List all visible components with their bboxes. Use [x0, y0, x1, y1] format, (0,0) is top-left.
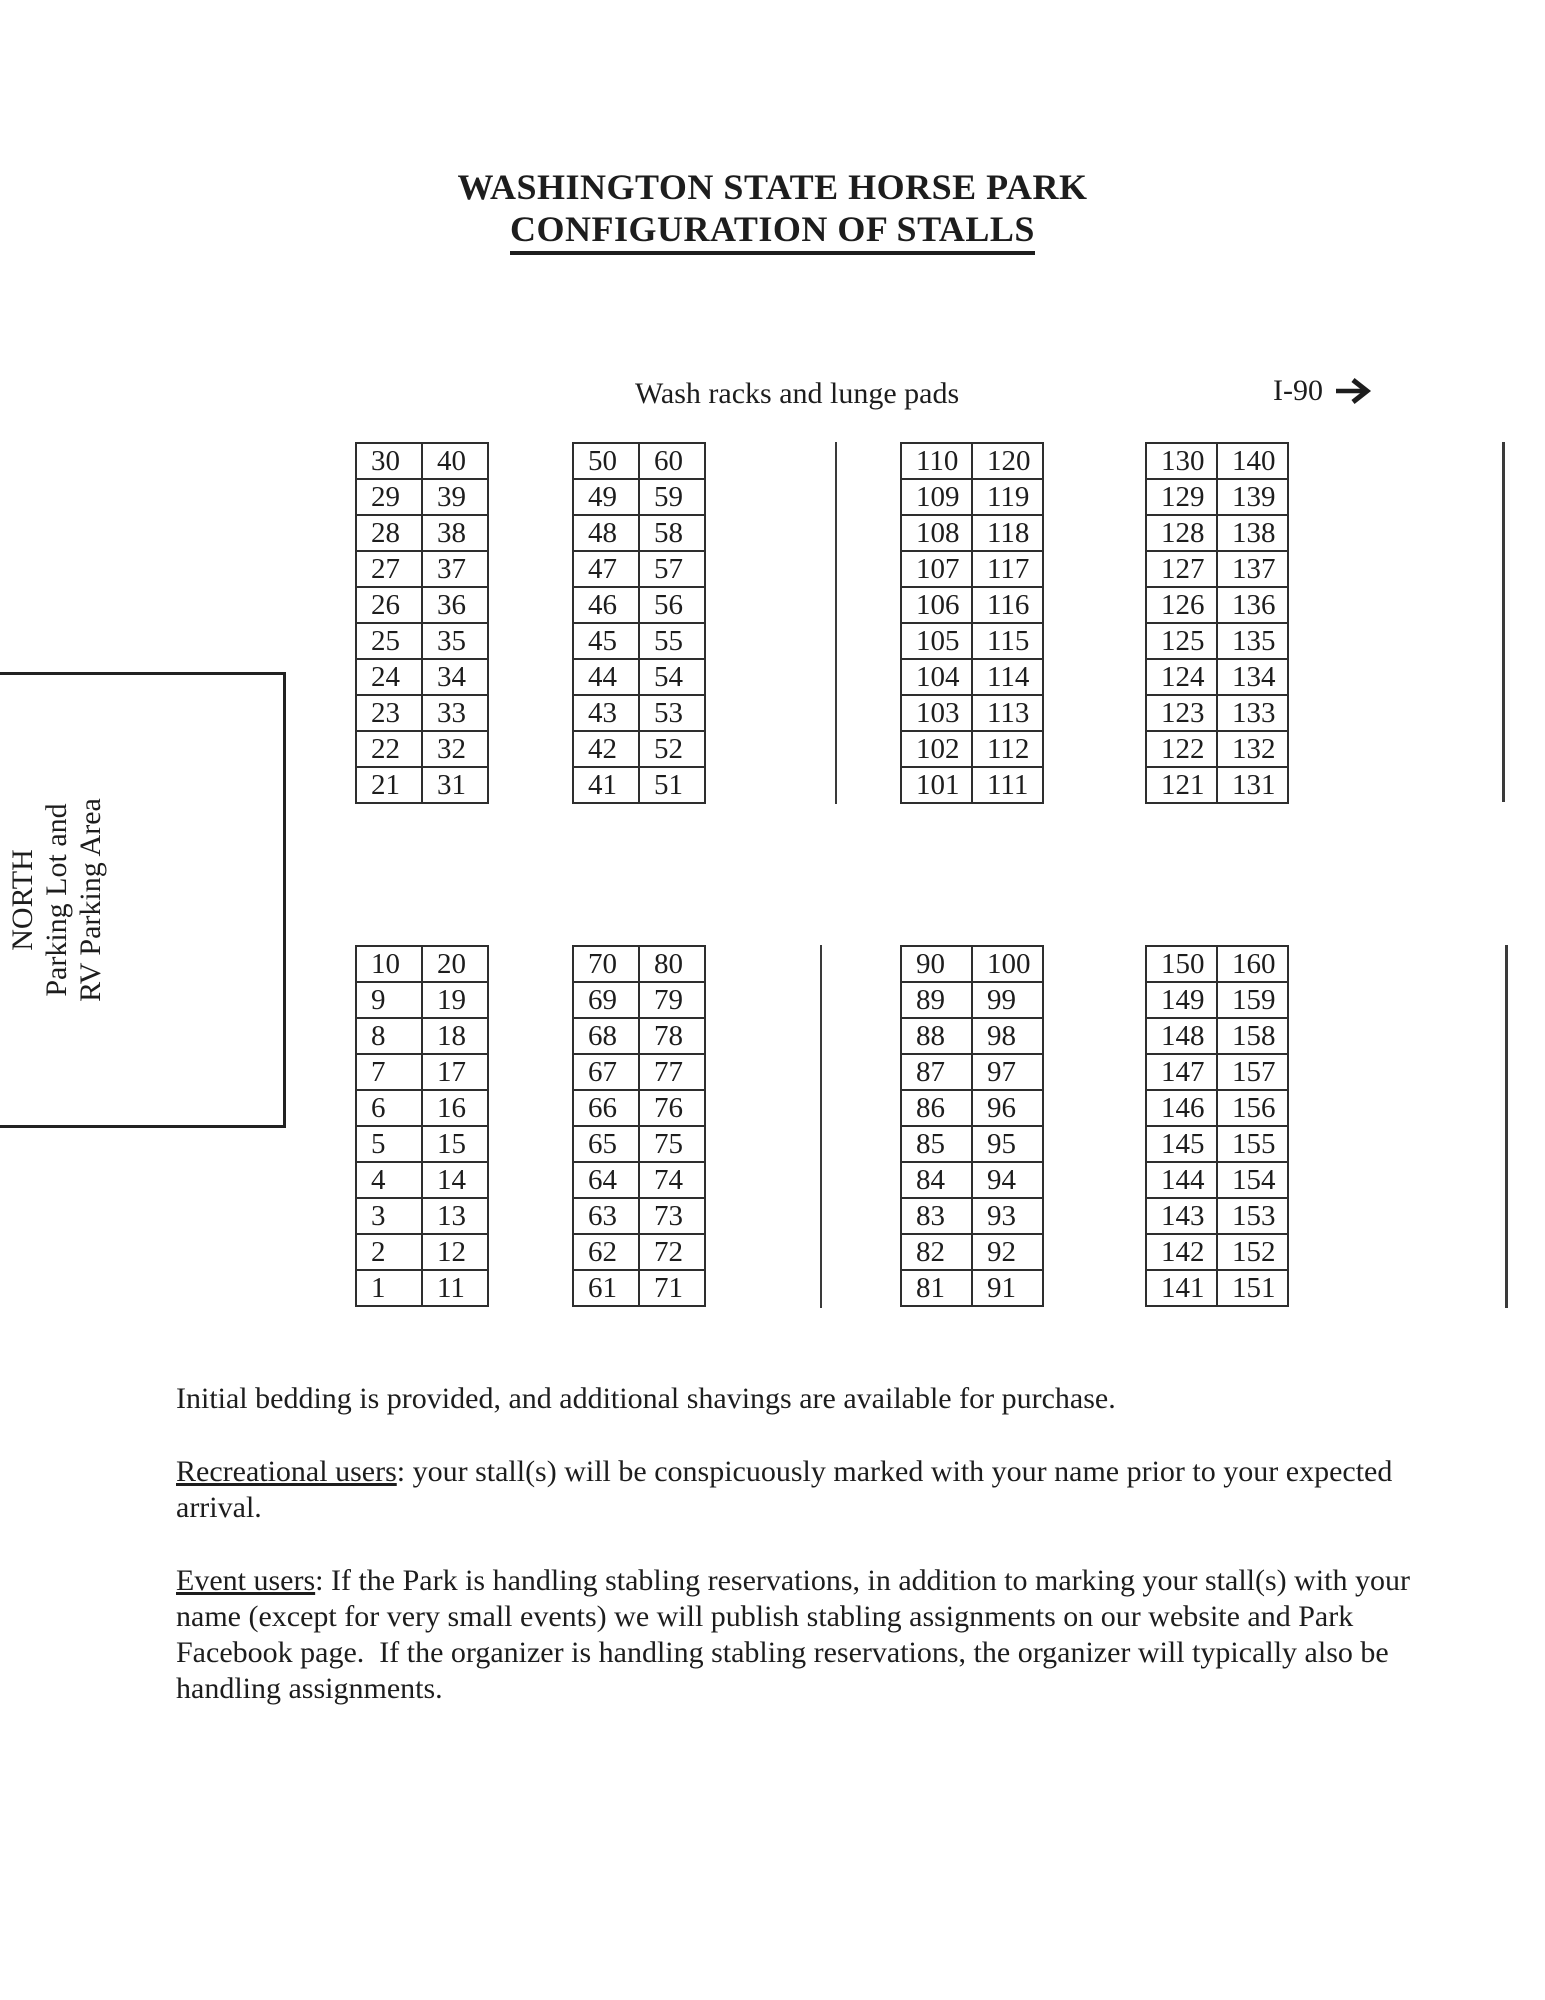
stall-cell: 33 [422, 695, 488, 731]
stall-cell: 159 [1217, 982, 1288, 1018]
stall-cell: 18 [422, 1018, 488, 1054]
recreational-users-text: : your stall(s) will be conspicuously marked with your name prior to your expected arrival. [176, 1455, 1400, 1524]
stall-table-21-40 [355, 442, 489, 804]
stall-row [901, 515, 1043, 551]
stall-cell: 95 [972, 1126, 1043, 1162]
title-line-2 [0, 208, 1545, 255]
stall-table-101-120 [900, 442, 1044, 804]
stall-row [1146, 623, 1288, 659]
stall-row [356, 731, 488, 767]
stall-cell: 30 [356, 443, 422, 479]
stall-cell: 41 [573, 767, 639, 803]
stall-cell: 67 [573, 1054, 639, 1090]
stall-cell: 138 [1217, 515, 1288, 551]
stall-cell: 66 [573, 1090, 639, 1126]
stall-cell: 78 [639, 1018, 705, 1054]
stall-cell: 98 [972, 1018, 1043, 1054]
stall-cell: 113 [972, 695, 1043, 731]
stall-row [901, 982, 1043, 1018]
stall-row [573, 982, 705, 1018]
event-users-lead: Event users [176, 1564, 316, 1597]
stall-cell: 58 [639, 515, 705, 551]
stall-cell: 53 [639, 695, 705, 731]
stall-row [573, 1162, 705, 1198]
stall-cell: 80 [639, 946, 705, 982]
stall-cell: 94 [972, 1162, 1043, 1198]
stall-cell: 14 [422, 1162, 488, 1198]
aisle-divider-top-center [835, 442, 837, 804]
notes-section [176, 1381, 1418, 1707]
stall-cell: 2 [356, 1234, 422, 1270]
stall-row [356, 1090, 488, 1126]
stall-cell: 21 [356, 767, 422, 803]
stall-cell: 144 [1146, 1162, 1217, 1198]
stall-cell: 147 [1146, 1054, 1217, 1090]
stall-cell: 145 [1146, 1126, 1217, 1162]
stall-cell: 65 [573, 1126, 639, 1162]
stall-cell: 73 [639, 1198, 705, 1234]
stall-cell: 27 [356, 551, 422, 587]
stall-cell: 148 [1146, 1018, 1217, 1054]
stall-cell: 97 [972, 1054, 1043, 1090]
stall-row [573, 623, 705, 659]
stall-row [1146, 982, 1288, 1018]
stall-table-141-160 [1145, 945, 1289, 1307]
stall-cell: 83 [901, 1198, 972, 1234]
stall-cell: 45 [573, 623, 639, 659]
stall-row [901, 623, 1043, 659]
stall-row [901, 587, 1043, 623]
stall-row [356, 1162, 488, 1198]
stall-row [356, 695, 488, 731]
stall-cell: 119 [972, 479, 1043, 515]
stall-cell: 82 [901, 1234, 972, 1270]
stall-row [356, 982, 488, 1018]
stall-cell: 60 [639, 443, 705, 479]
stall-table-61-80 [572, 945, 706, 1307]
stall-cell: 99 [972, 982, 1043, 1018]
note-initial-bedding: Initial bedding is provided, and additional shavings are available for purchase. [176, 1382, 1116, 1415]
stall-row [356, 623, 488, 659]
stall-cell: 29 [356, 479, 422, 515]
stall-cell: 160 [1217, 946, 1288, 982]
stall-row [1146, 1018, 1288, 1054]
stall-cell: 79 [639, 982, 705, 1018]
i90-direction [1273, 374, 1379, 408]
stall-cell: 32 [422, 731, 488, 767]
stall-cell: 49 [573, 479, 639, 515]
stall-cell: 7 [356, 1054, 422, 1090]
stall-cell: 96 [972, 1090, 1043, 1126]
stall-cell: 131 [1217, 767, 1288, 803]
stall-row [573, 1270, 705, 1306]
stall-cell: 108 [901, 515, 972, 551]
stall-table-121-140 [1145, 442, 1289, 804]
stall-cell: 61 [573, 1270, 639, 1306]
stall-row [1146, 1090, 1288, 1126]
stall-row [1146, 946, 1288, 982]
stall-row [1146, 1054, 1288, 1090]
stall-cell: 140 [1217, 443, 1288, 479]
stall-cell: 6 [356, 1090, 422, 1126]
stall-cell: 151 [1217, 1270, 1288, 1306]
stall-cell: 51 [639, 767, 705, 803]
stall-cell: 59 [639, 479, 705, 515]
stall-cell: 104 [901, 659, 972, 695]
stall-cell: 42 [573, 731, 639, 767]
stall-cell: 50 [573, 443, 639, 479]
stall-row [1146, 695, 1288, 731]
stall-cell: 37 [422, 551, 488, 587]
stall-cell: 8 [356, 1018, 422, 1054]
stall-cell: 71 [639, 1270, 705, 1306]
stall-cell: 70 [573, 946, 639, 982]
aisle-divider-bottom-center [820, 945, 822, 1308]
stall-cell: 90 [901, 946, 972, 982]
stall-row [356, 1054, 488, 1090]
stall-row [356, 551, 488, 587]
stall-row [356, 1234, 488, 1270]
stall-cell: 16 [422, 1090, 488, 1126]
stall-cell: 5 [356, 1126, 422, 1162]
stall-cell: 91 [972, 1270, 1043, 1306]
stall-cell: 120 [972, 443, 1043, 479]
stall-cell: 88 [901, 1018, 972, 1054]
stall-row [1146, 515, 1288, 551]
stall-row [1146, 1162, 1288, 1198]
document-title [0, 166, 1545, 255]
stall-cell: 28 [356, 515, 422, 551]
stall-cell: 118 [972, 515, 1043, 551]
stall-cell: 43 [573, 695, 639, 731]
stall-row [356, 1198, 488, 1234]
stall-cell: 117 [972, 551, 1043, 587]
stall-cell: 115 [972, 623, 1043, 659]
stall-row [901, 695, 1043, 731]
note-event-users [176, 1563, 1418, 1707]
stall-cell: 153 [1217, 1198, 1288, 1234]
stall-row [901, 946, 1043, 982]
stall-cell: 143 [1146, 1198, 1217, 1234]
stall-cell: 139 [1217, 479, 1288, 515]
stall-row [901, 551, 1043, 587]
stall-row [1146, 1198, 1288, 1234]
stall-cell: 157 [1217, 1054, 1288, 1090]
stall-row [573, 1234, 705, 1270]
stall-row [901, 1162, 1043, 1198]
stall-cell: 81 [901, 1270, 972, 1306]
north-parking-line-3: RV Parking Area [74, 798, 107, 1002]
stall-cell: 110 [901, 443, 972, 479]
stall-cell: 102 [901, 731, 972, 767]
stall-row [901, 1234, 1043, 1270]
stall-cell: 9 [356, 982, 422, 1018]
stall-row [573, 587, 705, 623]
stall-table-1-20 [355, 945, 489, 1307]
stall-row [573, 695, 705, 731]
stall-cell: 149 [1146, 982, 1217, 1018]
stall-row [901, 767, 1043, 803]
stall-cell: 100 [972, 946, 1043, 982]
stall-row [1146, 443, 1288, 479]
stall-cell: 124 [1146, 659, 1217, 695]
stall-cell: 19 [422, 982, 488, 1018]
stall-cell: 106 [901, 587, 972, 623]
stall-cell: 15 [422, 1126, 488, 1162]
stall-cell: 105 [901, 623, 972, 659]
stall-cell: 62 [573, 1234, 639, 1270]
stall-table-41-60 [572, 442, 706, 804]
stall-cell: 133 [1217, 695, 1288, 731]
title-line-1: WASHINGTON STATE HORSE PARK [457, 167, 1088, 207]
stall-row [573, 1198, 705, 1234]
stall-cell: 84 [901, 1162, 972, 1198]
stall-cell: 3 [356, 1198, 422, 1234]
stall-cell: 89 [901, 982, 972, 1018]
stall-cell: 152 [1217, 1234, 1288, 1270]
stall-cell: 111 [972, 767, 1043, 803]
stall-row [573, 731, 705, 767]
stall-row [901, 1054, 1043, 1090]
stall-row [356, 479, 488, 515]
stall-cell: 26 [356, 587, 422, 623]
stall-row [356, 1126, 488, 1162]
stall-row [1146, 587, 1288, 623]
stall-cell: 107 [901, 551, 972, 587]
stall-cell: 101 [901, 767, 972, 803]
stall-row [356, 587, 488, 623]
stall-cell: 112 [972, 731, 1043, 767]
stall-row [1146, 1234, 1288, 1270]
stall-cell: 4 [356, 1162, 422, 1198]
stall-cell: 158 [1217, 1018, 1288, 1054]
stall-cell: 123 [1146, 695, 1217, 731]
stall-row [573, 1090, 705, 1126]
stall-row [356, 1018, 488, 1054]
stall-cell: 141 [1146, 1270, 1217, 1306]
stall-cell: 64 [573, 1162, 639, 1198]
stall-row [901, 1198, 1043, 1234]
stall-cell: 22 [356, 731, 422, 767]
stall-cell: 130 [1146, 443, 1217, 479]
stall-row [356, 946, 488, 982]
stall-row [573, 443, 705, 479]
stall-row [356, 767, 488, 803]
aisle-divider-top-right [1502, 442, 1505, 802]
stall-cell: 136 [1217, 587, 1288, 623]
stall-cell: 23 [356, 695, 422, 731]
stall-row [1146, 1126, 1288, 1162]
stall-cell: 125 [1146, 623, 1217, 659]
stall-cell: 36 [422, 587, 488, 623]
stall-cell: 57 [639, 551, 705, 587]
stall-cell: 20 [422, 946, 488, 982]
stall-cell: 17 [422, 1054, 488, 1090]
north-parking-label [6, 790, 108, 1010]
stall-cell: 109 [901, 479, 972, 515]
stall-row [573, 515, 705, 551]
stall-cell: 137 [1217, 551, 1288, 587]
stall-row [901, 659, 1043, 695]
stall-cell: 56 [639, 587, 705, 623]
stall-cell: 69 [573, 982, 639, 1018]
stall-cell: 87 [901, 1054, 972, 1090]
stall-cell: 134 [1217, 659, 1288, 695]
i90-label: I-90 [1273, 374, 1323, 407]
stall-cell: 39 [422, 479, 488, 515]
stall-cell: 126 [1146, 587, 1217, 623]
stall-row [901, 1126, 1043, 1162]
stall-row [901, 1018, 1043, 1054]
stall-cell: 116 [972, 587, 1043, 623]
stall-row [573, 946, 705, 982]
stall-cell: 47 [573, 551, 639, 587]
stall-row [901, 443, 1043, 479]
stall-cell: 31 [422, 767, 488, 803]
stall-cell: 40 [422, 443, 488, 479]
stall-cell: 25 [356, 623, 422, 659]
stall-cell: 55 [639, 623, 705, 659]
event-users-text: : If the Park is handling stabling reservations, in addition to marking your stall(s) with your name (except for very small events) we will publish stabling assignments on our website and Park Facebook page. If the organizer is handling stabling reservations, the organizer will typically also be handling assignments. [176, 1564, 1418, 1705]
stall-cell: 72 [639, 1234, 705, 1270]
note-recreational-users [176, 1454, 1418, 1526]
stall-cell: 154 [1217, 1162, 1288, 1198]
stall-cell: 155 [1217, 1126, 1288, 1162]
stall-cell: 75 [639, 1126, 705, 1162]
stall-cell: 142 [1146, 1234, 1217, 1270]
stall-cell: 122 [1146, 731, 1217, 767]
stall-cell: 63 [573, 1198, 639, 1234]
stall-row [356, 659, 488, 695]
stall-row [1146, 767, 1288, 803]
recreational-users-lead: Recreational users [176, 1455, 397, 1488]
stall-row [901, 1090, 1043, 1126]
stall-table-81-100 [900, 945, 1044, 1307]
stall-cell: 74 [639, 1162, 705, 1198]
stall-row [573, 1054, 705, 1090]
stall-cell: 68 [573, 1018, 639, 1054]
stall-cell: 35 [422, 623, 488, 659]
stall-cell: 48 [573, 515, 639, 551]
stall-cell: 54 [639, 659, 705, 695]
stall-row [356, 1270, 488, 1306]
stall-cell: 92 [972, 1234, 1043, 1270]
stall-cell: 114 [972, 659, 1043, 695]
stall-row [356, 443, 488, 479]
stall-cell: 132 [1217, 731, 1288, 767]
stall-cell: 52 [639, 731, 705, 767]
stall-cell: 103 [901, 695, 972, 731]
stall-cell: 85 [901, 1126, 972, 1162]
stall-cell: 76 [639, 1090, 705, 1126]
stall-cell: 86 [901, 1090, 972, 1126]
stall-cell: 13 [422, 1198, 488, 1234]
stall-cell: 135 [1217, 623, 1288, 659]
stall-cell: 127 [1146, 551, 1217, 587]
stall-row [573, 767, 705, 803]
wash-racks-label: Wash racks and lunge pads [635, 377, 960, 410]
stall-cell: 77 [639, 1054, 705, 1090]
stall-cell: 150 [1146, 946, 1217, 982]
stall-row [1146, 731, 1288, 767]
stall-cell: 34 [422, 659, 488, 695]
right-arrow-icon [1333, 376, 1379, 406]
stall-row [356, 515, 488, 551]
stall-cell: 156 [1217, 1090, 1288, 1126]
stall-cell: 1 [356, 1270, 422, 1306]
stall-row [573, 1126, 705, 1162]
stall-row [573, 659, 705, 695]
stall-row [573, 1018, 705, 1054]
stall-row [901, 731, 1043, 767]
stall-row [901, 1270, 1043, 1306]
north-parking-line-1: NORTH [6, 849, 39, 951]
stall-cell: 129 [1146, 479, 1217, 515]
stall-cell: 11 [422, 1270, 488, 1306]
stall-cell: 12 [422, 1234, 488, 1270]
stall-cell: 93 [972, 1198, 1043, 1234]
aisle-divider-bottom-right [1505, 945, 1508, 1308]
stall-row [1146, 479, 1288, 515]
stall-cell: 146 [1146, 1090, 1217, 1126]
stall-row [901, 479, 1043, 515]
stall-row [573, 479, 705, 515]
stall-row [573, 551, 705, 587]
north-parking-line-2: Parking Lot and [40, 803, 73, 997]
stall-row [1146, 551, 1288, 587]
stall-cell: 121 [1146, 767, 1217, 803]
stall-cell: 46 [573, 587, 639, 623]
stall-cell: 24 [356, 659, 422, 695]
stall-row [1146, 1270, 1288, 1306]
stall-cell: 38 [422, 515, 488, 551]
stall-cell: 128 [1146, 515, 1217, 551]
title-line-2-text: CONFIGURATION OF STALLS [510, 208, 1035, 255]
stall-cell: 10 [356, 946, 422, 982]
stall-row [1146, 659, 1288, 695]
stall-cell: 44 [573, 659, 639, 695]
